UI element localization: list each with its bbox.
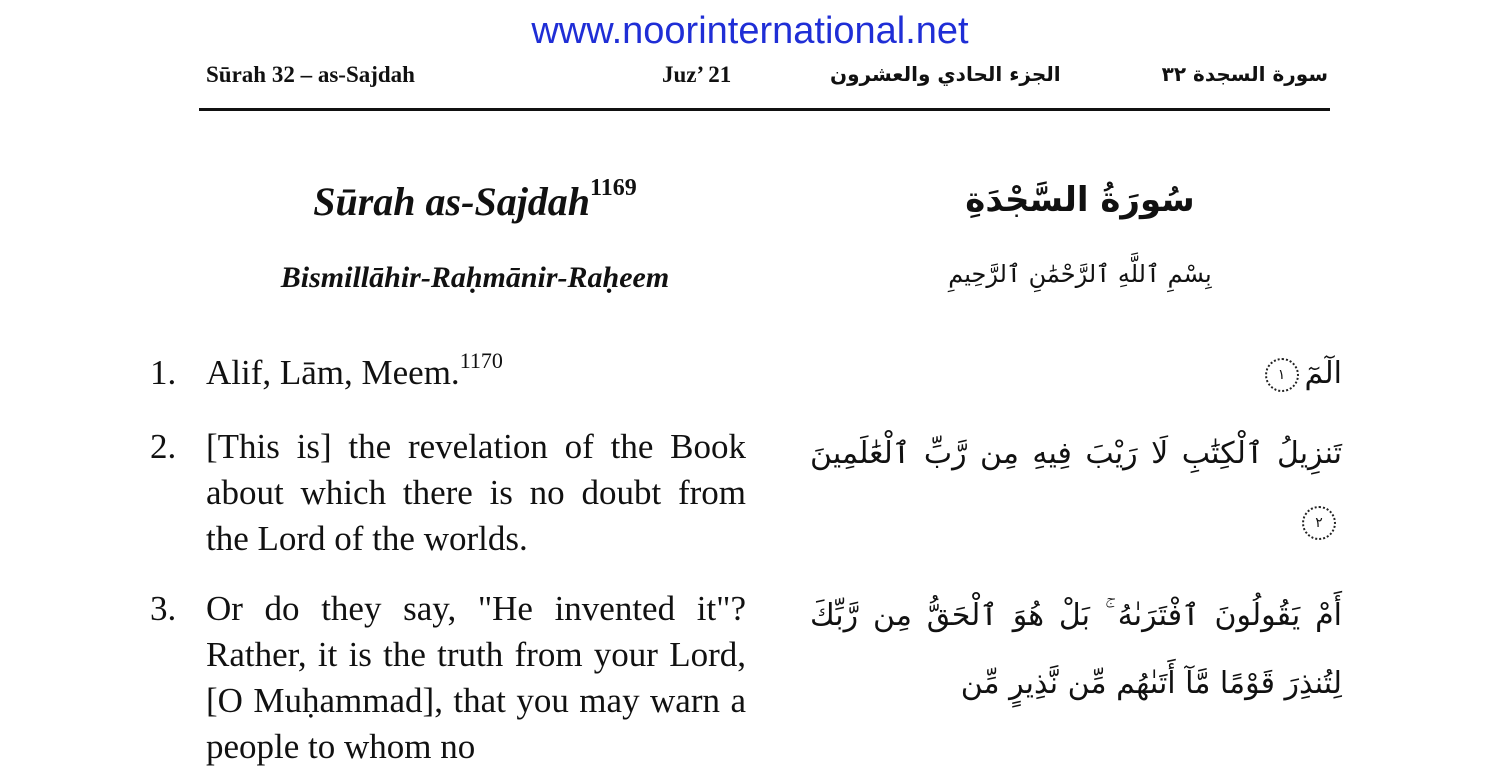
english-basmala: Bismillāhir-Raḥmānir-Raḥeem — [280, 261, 670, 294]
english-verse-text — [206, 350, 746, 396]
verse-number: 1. — [150, 353, 177, 392]
ayah-number-marker: ١ — [1265, 358, 1299, 392]
arabic-verse-2-text: تَنزِيلُ ٱلْكِتَٰبِ لَا رَيْبَ فِيهِ مِن رَّبِّ ٱلْعَٰلَمِينَ — [810, 436, 1342, 471]
english-verse-1-text: Alif, Lām, Meem. — [206, 353, 460, 392]
english-title-footnote[interactable]: 1169 — [590, 175, 637, 201]
arabic-verse: أَمْ يَقُولُونَ ٱفْتَرَىٰهُ ۚ بَلْ هُوَ ٱلْحَقُّ مِن رَّبِّكَ لِتُنذِرَ قَوْمًا مَّآ أَتَىٰهُم مِّن نَّذِيرٍ مِّن — [810, 598, 1342, 701]
english-surah-title — [200, 172, 750, 232]
arabic-basmala: بِسْمِ ٱللَّهِ ٱلرَّحْمَٰنِ ٱلرَّحِيمِ — [948, 260, 1212, 288]
ayah-number-marker: ٢ — [1302, 506, 1336, 540]
running-head-arabic-juz: الجزء الحادي والعشرون — [830, 62, 1061, 86]
running-head-english-juz: Juz’ 21 — [662, 62, 732, 87]
running-head — [200, 58, 1330, 98]
verse-number: 2. — [150, 427, 177, 466]
english-verse-text: Or do they say, "He invented it"? Rather, it is the truth from your Lord, [O Muḥammad], that you may warn a people to whom no — [206, 589, 746, 766]
site-url[interactable]: www.noorinternational.net — [531, 10, 969, 52]
running-head-arabic-surah: سورة السجدة ٣٢ — [1161, 62, 1328, 86]
arabic-surah-title: سُورَةُ السَّجْدَةِ — [965, 180, 1195, 220]
arabic-verse — [810, 340, 1342, 408]
english-title-text: Sūrah as-Sajdah — [313, 179, 591, 224]
header-rule — [199, 108, 1330, 111]
english-verse-text: [This is] the revelation of the Book about which there is no doubt from the Lord of the worlds. — [206, 427, 746, 558]
arabic-verse-1-text: الٓمٓ — [1304, 356, 1342, 391]
verse-number: 3. — [150, 589, 177, 628]
running-head-english-surah: Sūrah 32 – as-Sajdah — [206, 62, 415, 87]
verse-footnote[interactable]: 1170 — [459, 348, 503, 373]
arabic-verse — [810, 420, 1342, 556]
